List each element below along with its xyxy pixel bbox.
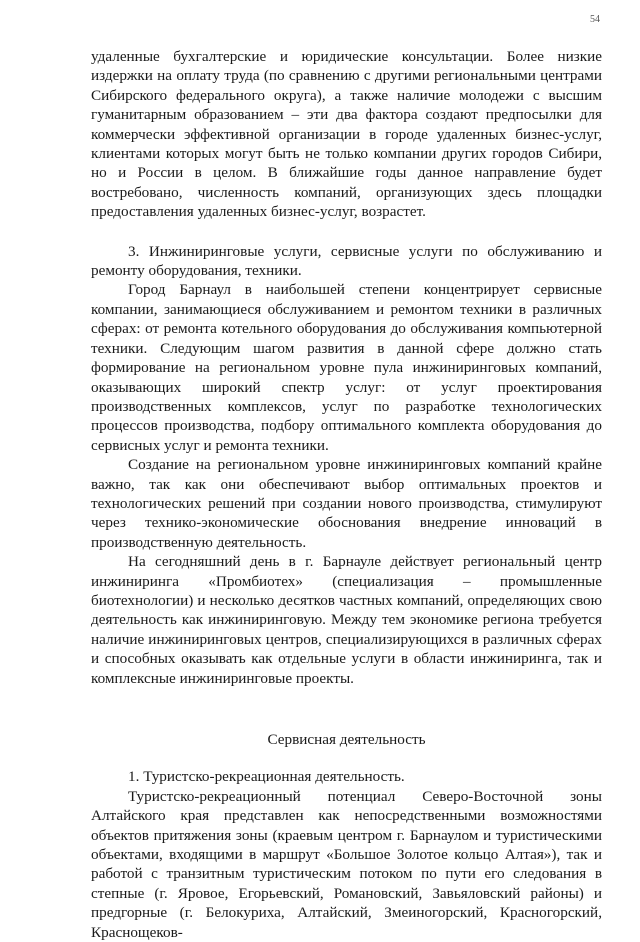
paragraph-item-3: 3. Инжиниринговые услуги, сервисные услуги по обслуживанию и ремонту оборудования, техники. xyxy=(91,242,602,280)
paragraph-barnaul-services: Город Барнаул в наибольшей степени концентрирует сервисные компании, занимающиеся обслуживанием и ремонтом техники в различных сферах: от ремонта котельного оборудования до обслуживания компьютерной техники. Следующим шагом развития в данной сфере должно стать формирование на региональном уровне пула инжиниринговых компаний, оказывающих широкий спектр услуг: от услуг проектирования производственных комплексов, услуг по разработке технологических процессов производства, подбору оптимального комплекта оборудования до сервисных услуг и ремонта техники. xyxy=(91,281,602,454)
paragraph-prombiotech: На сегодняшний день в г. Барнауле действует региональный центр инжиниринга «Промбиотех» (специализация – промышленные биотехнологии) и несколько десятков частных компаний, определяющих свою деятельность как инжиниринговую. Между тем экономике региона требуется наличие инжиниринговых центров, специализирующихся в различных сферах и способных оказывать как отдельные услуги в области инжиниринга, так и комплексные инжиниринговые проекты. xyxy=(91,553,602,687)
paragraph-engineering-importance: Создание на региональном уровне инжиниринговых компаний крайне важно, так как они обеспечивают выбор оптимальных проектов и технологических решений при создании нового производства, стимулируют через технико-экономические обоснования внедрение инноваций в производственную деятельность. xyxy=(91,456,602,551)
paragraph-tourism-potential: Туристско-рекреационный потенциал Северо-Восточной зоны Алтайского края представлен как непосредственными возможностями объектов притяжения зоны (краевым центром г. Барнаулом и туристическими объектами, входящими в маршрут «Большое Золотое кольцо Алтая»), так и работой с транзитным туристическим потоком по пути его следования в степные (г. Яровое, Егорьевский, Романовский, Завьяловский районы) и предгорные (г. Белокуриха, Алтайский, Змеиногорский, Красногорский, Краснощеков- xyxy=(91,787,602,941)
section-heading: Сервисная деятельность xyxy=(267,731,426,748)
page-number: 54 xyxy=(590,14,600,25)
paragraph-continuation: удаленные бухгалтерские и юридические консультации. Более низкие издержки на оплату труда (по сравнению с другими региональными центрами Сибирского федерального округа), а также наличие молодежи с высшим гуманитарным образованием – эти два фактора создают предпосылки для коммерчески эффективной организации в городе удаленных бизнес-услуг, клиентами которых могут быть не только компании других городов Сибири, но и России в целом. В ближайшие годы данное направление будет востребовано, численность компаний, организующих здесь площадки предоставления удаленных бизнес-услуг, возрастет. xyxy=(91,48,602,221)
document-body xyxy=(91,47,602,942)
paragraph-tourism-item: 1. Туристско-рекреационная деятельность. xyxy=(128,768,405,786)
